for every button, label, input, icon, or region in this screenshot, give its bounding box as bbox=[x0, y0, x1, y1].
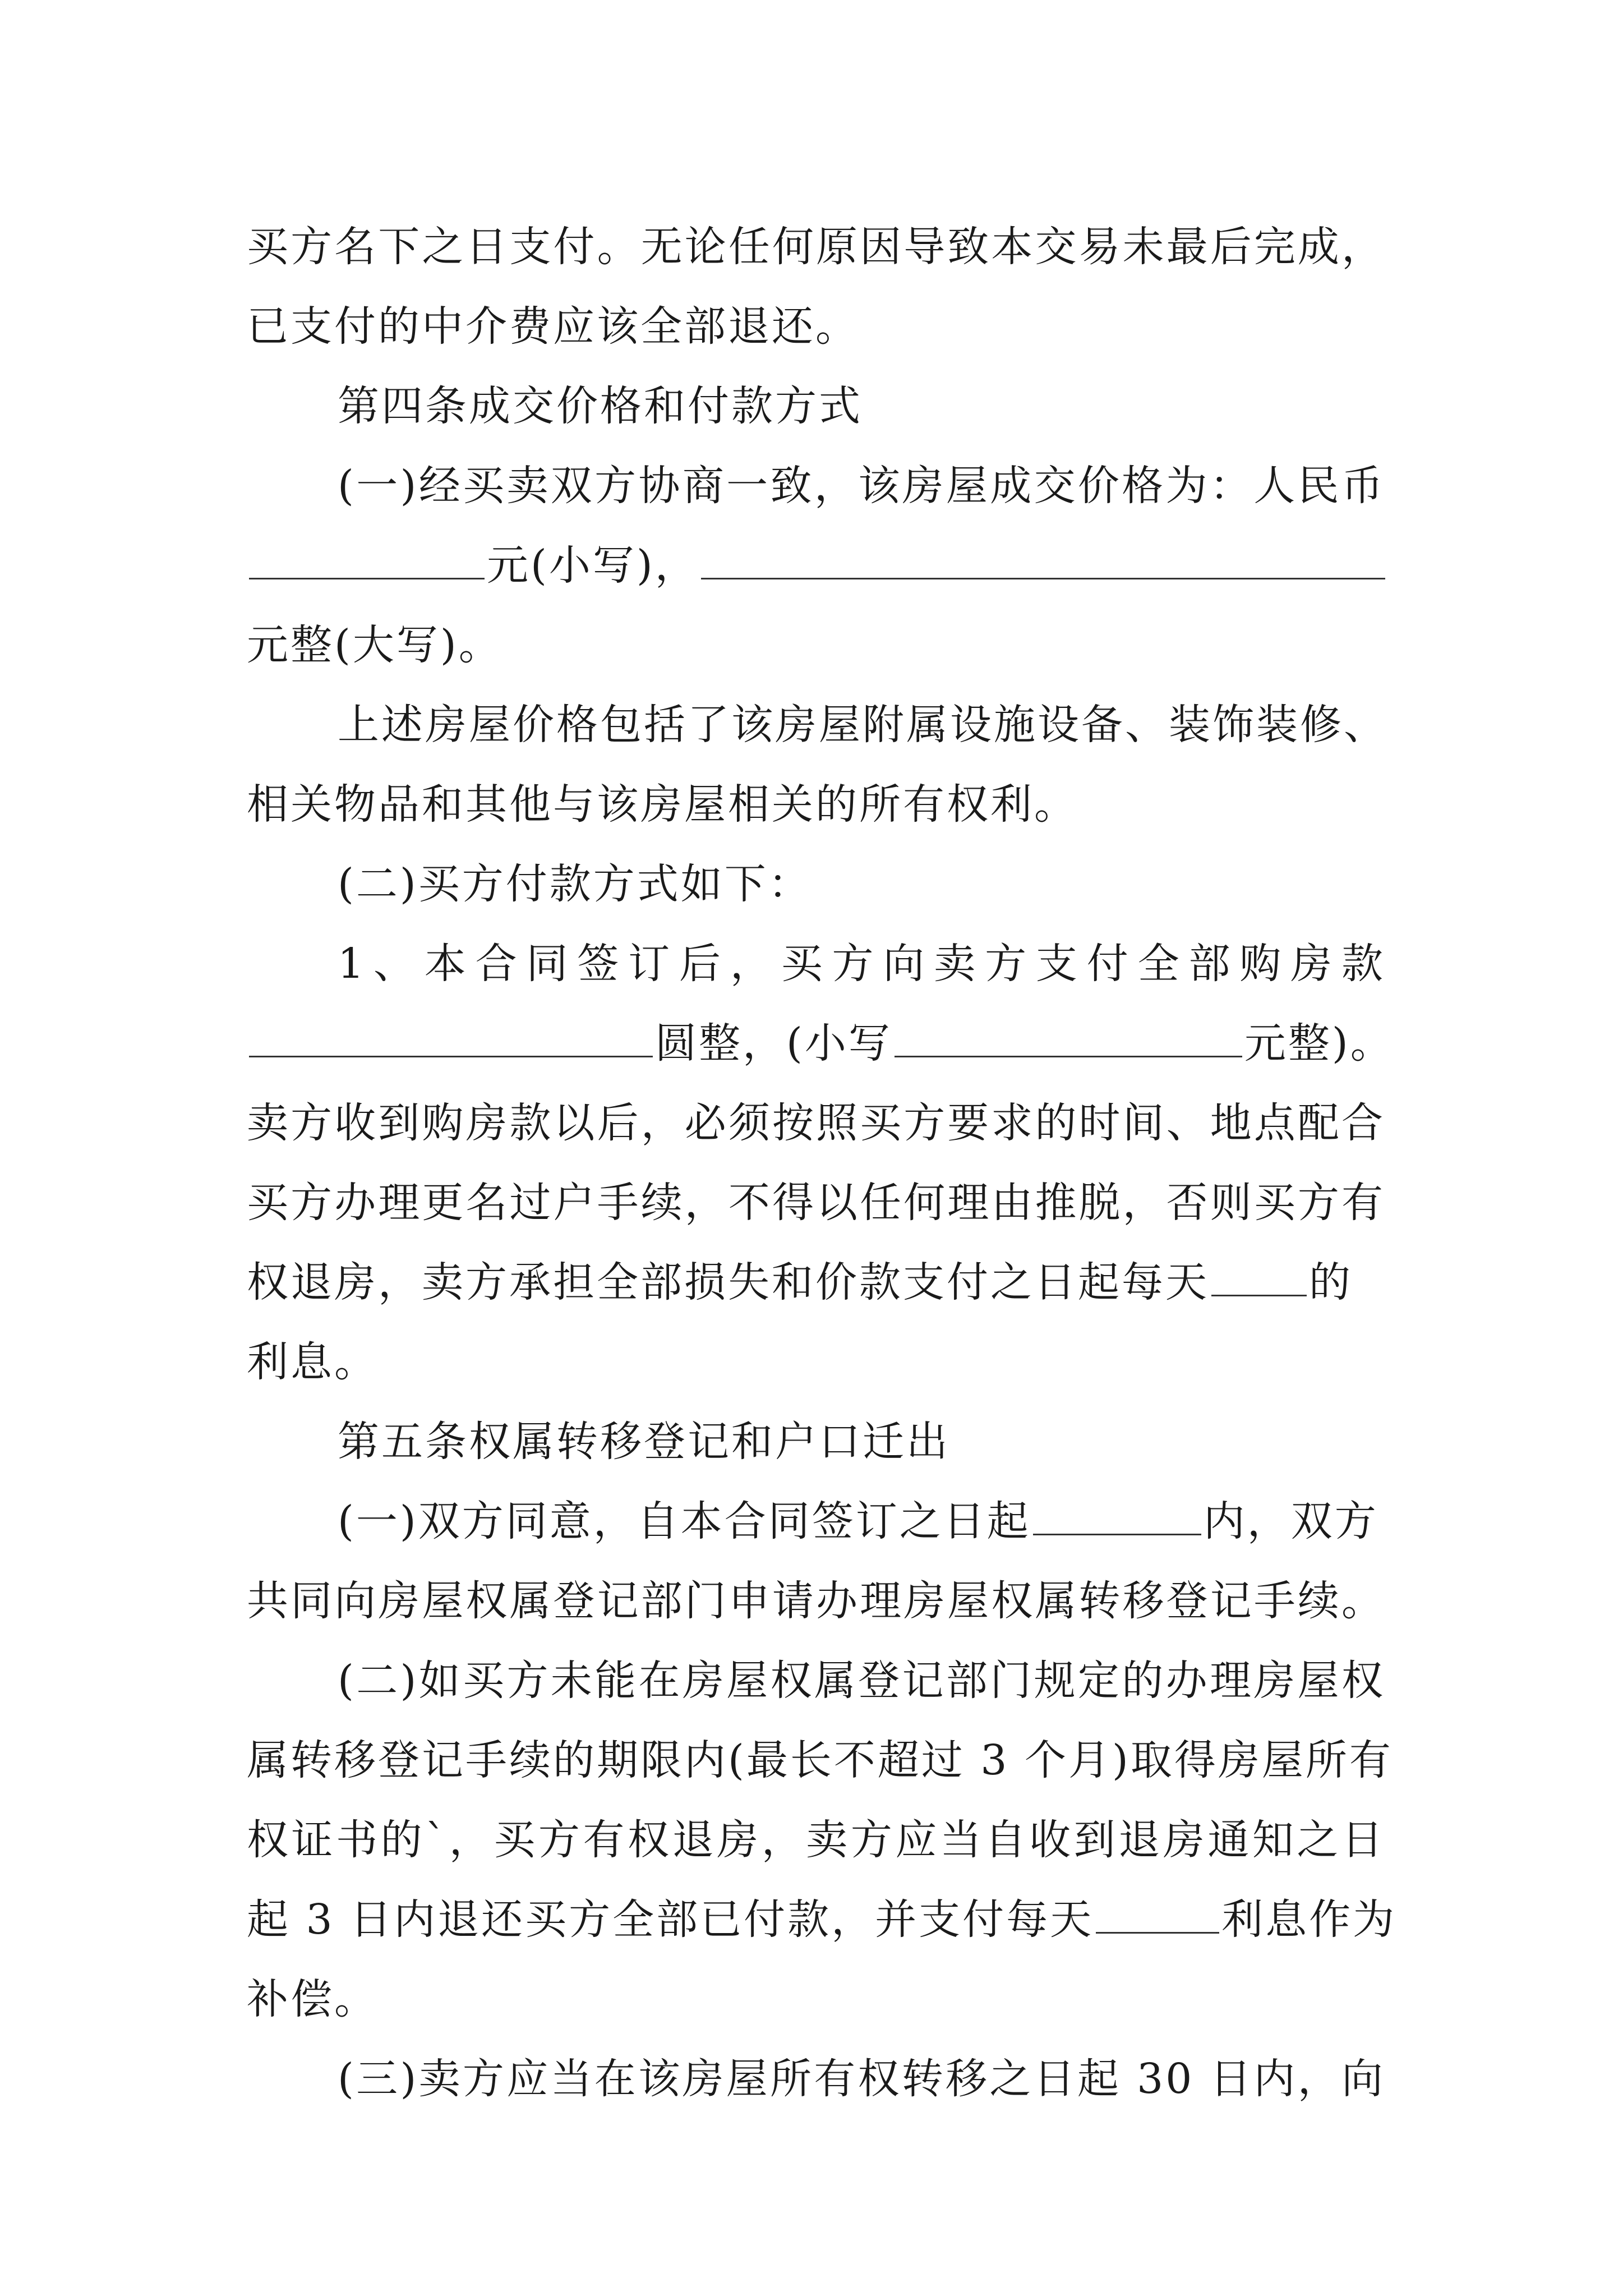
paragraph-line bbox=[247, 1161, 1385, 1245]
fill-in-blank bbox=[1211, 1258, 1307, 1296]
paragraph-line bbox=[338, 683, 1385, 767]
section-heading bbox=[338, 1400, 1385, 1484]
paragraph-line bbox=[247, 1001, 1394, 1085]
paragraph-line bbox=[247, 1798, 1385, 1882]
paragraph-line bbox=[247, 284, 1385, 369]
paragraph-line bbox=[338, 842, 1385, 926]
heading-text: 第五条权属转移登记和户口迁出 bbox=[338, 1418, 950, 1466]
paragraph-line bbox=[338, 444, 1385, 528]
text-span: 圆整，(小写 bbox=[655, 1019, 892, 1068]
text-span: 权证书的`，买方有权退房，卖方应当自收到退房通知之日 bbox=[247, 1816, 1385, 1864]
fill-in-blank bbox=[249, 1019, 653, 1057]
paragraph-line bbox=[338, 1639, 1385, 1723]
text-span: 元整(大写)。 bbox=[247, 621, 502, 669]
text-span: 1、本合同签订后，买方向卖方支付全部购房款 bbox=[338, 940, 1385, 988]
text-span: (二)买方付款方式如下： bbox=[338, 860, 812, 908]
paragraph-line bbox=[247, 1320, 1385, 1404]
paragraph-line bbox=[338, 922, 1385, 1006]
fill-in-blank bbox=[701, 541, 1385, 579]
paragraph-line bbox=[338, 1479, 1385, 1563]
text-span: 上述房屋价格包括了该房屋附属设施设备、装饰装修、 bbox=[338, 701, 1387, 749]
text-span: (三)卖方应当在该房屋所有权转移之日起 30 日内，向 bbox=[338, 2055, 1385, 2103]
text-span: (一)双方同意，自本合同签订之日起 bbox=[338, 1497, 1031, 1545]
text-span: 属转移登记手续的期限内(最长不超过 3 个月)取得房屋所有 bbox=[247, 1736, 1393, 1784]
text-span: (一)经买卖双方协商一致，该房屋成交价格为：人民币 bbox=[338, 462, 1385, 510]
fill-in-blank bbox=[249, 541, 485, 579]
text-span: 元(小写)， bbox=[487, 541, 699, 590]
paragraph-line bbox=[247, 205, 1385, 289]
paragraph-line bbox=[247, 1559, 1385, 1643]
text-span: 已支付的中介费应该全部退还。 bbox=[247, 302, 859, 351]
fill-in-blank bbox=[1096, 1895, 1219, 1934]
paragraph-line bbox=[247, 603, 1385, 687]
paragraph-line bbox=[247, 523, 1385, 608]
text-span: (二)如买方未能在房屋权属登记部门规定的办理房屋权 bbox=[338, 1657, 1385, 1705]
fill-in-blank bbox=[895, 1019, 1242, 1057]
text-span: 起 3 日内退还买方全部已付款，并支付每天 bbox=[247, 1895, 1094, 1944]
paragraph-line bbox=[247, 1878, 1397, 1962]
text-span: 买方办理更名过户手续，不得以任何理由推脱，否则买方有 bbox=[247, 1179, 1385, 1227]
text-span: 利息。 bbox=[247, 1338, 378, 1386]
text-span: 的 bbox=[1309, 1258, 1353, 1306]
text-span: 买方名下之日支付。无论任何原因导致本交易未最后完成， bbox=[247, 223, 1385, 271]
paragraph-line bbox=[247, 1957, 1385, 2041]
text-span: 元整)。 bbox=[1244, 1019, 1394, 1068]
paragraph-line bbox=[247, 1081, 1385, 1165]
text-span: 相关物品和其他与该房屋相关的所有权利。 bbox=[247, 780, 1078, 829]
text-span: 权退房，卖方承担全部损失和价款支付之日起每天 bbox=[247, 1258, 1209, 1306]
text-span: 卖方收到购房款以后，必须按照买方要求的时间、地点配合 bbox=[247, 1099, 1385, 1147]
paragraph-line bbox=[247, 1240, 1385, 1324]
text-span: 内，双方 bbox=[1203, 1497, 1378, 1545]
section-heading bbox=[338, 364, 1385, 448]
fill-in-blank bbox=[1033, 1497, 1201, 1535]
paragraph-line bbox=[247, 1718, 1393, 1802]
text-span: 补偿。 bbox=[247, 1975, 378, 2023]
text-span: 利息作为 bbox=[1221, 1895, 1397, 1944]
text-span: 共同向房屋权属登记部门申请办理房屋权属转移登记手续。 bbox=[247, 1577, 1385, 1625]
paragraph-line bbox=[247, 762, 1385, 846]
paragraph-line bbox=[338, 2037, 1385, 2121]
heading-text: 第四条成交价格和付款方式 bbox=[338, 382, 863, 430]
